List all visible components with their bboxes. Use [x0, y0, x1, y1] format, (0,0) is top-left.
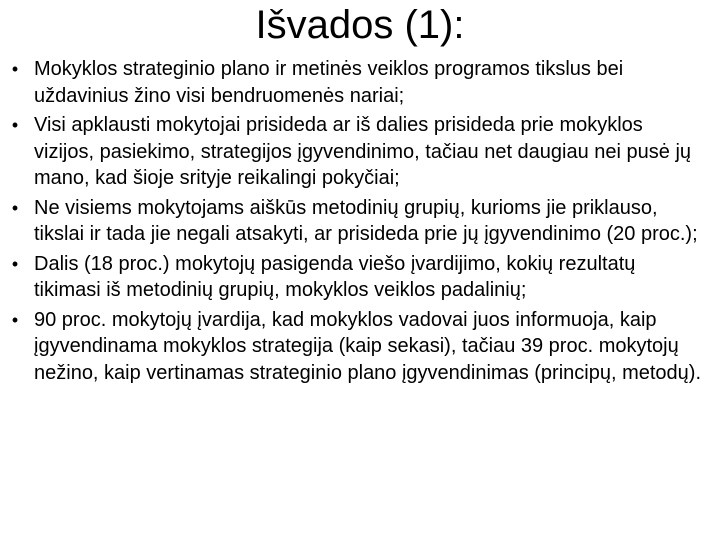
bullet-text: Visi apklausti mokytojai prisideda ar iš dalies prisideda prie mokyklos vizijos, pasiekimo, strategijos įgyvendinimo, tačiau net daugiau nei pusė jų mano, kad šioje srityje reikalingi pokyčiai; [34, 114, 692, 189]
bullet-text: 90 proc. mokytojų įvardija, kad mokyklos vadovai juos informuoja, kaip įgyvendinama mokyklos strategija (kaip sekasi), tačiau 39 proc. mokytojų nežino, kaip vertinamas strateginio plano įgyvendinimas (principų, metodų). [34, 308, 702, 384]
bullet-icon: • [11, 197, 19, 218]
list-item [11, 195, 704, 248]
bullet-icon: • [11, 309, 19, 330]
bullet-icon: • [11, 253, 19, 274]
bullet-text: Ne visiems mokytojams aiškūs metodinių grupių, kurioms jie priklauso, tikslai ir tada jie negali atsakyti, ar prisideda prie jų įgyvendinimo (20 proc.); [34, 196, 698, 245]
list-item [11, 56, 704, 109]
bullet-text: Mokyklos strateginio plano ir metinės veiklos programos tikslus bei uždavinius žino visi bendruomenės nariai; [34, 58, 624, 107]
bullet-text: Dalis (18 proc.) mokytojų pasigenda viešo įvardijimo, kokių rezultatų tikimasi iš metodinių grupių, mokyklos veiklos padalinių; [34, 252, 636, 301]
slide-title: Išvados (1): [255, 3, 465, 47]
bullet-list [11, 56, 704, 389]
list-item [11, 251, 704, 304]
list-item [11, 112, 704, 192]
list-item [11, 307, 704, 387]
bullet-icon: • [11, 59, 19, 79]
bullet-icon: • [11, 115, 19, 135]
